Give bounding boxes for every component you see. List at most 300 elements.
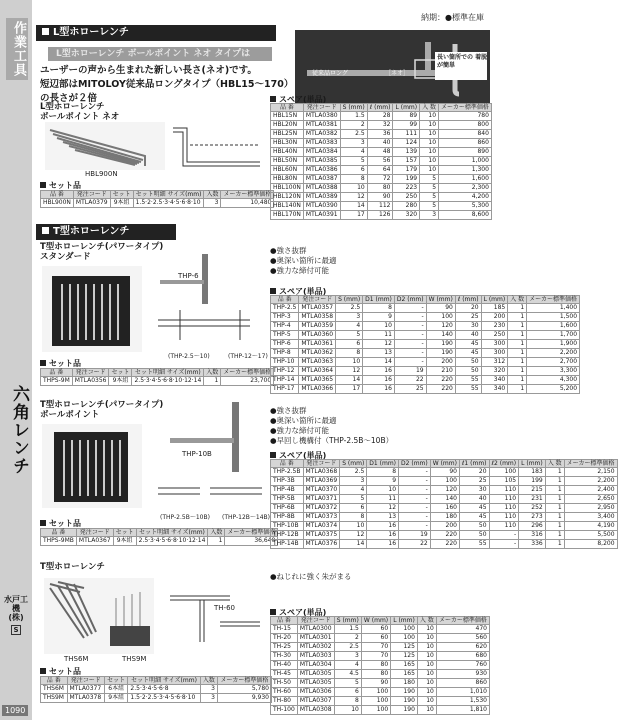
table-cell: TH-80	[271, 697, 298, 706]
table-cell: 100	[361, 706, 390, 715]
table-cell: 185	[481, 304, 508, 313]
table-cell: 860	[436, 679, 489, 688]
table-cell: 30	[459, 486, 489, 495]
column-header: W (mm)	[426, 296, 455, 304]
table-cell: 16	[367, 531, 399, 540]
table-cell: MTLA0379	[73, 199, 110, 208]
table-cell: MTLA0376	[303, 540, 340, 549]
table-cell: 50	[459, 531, 489, 540]
table-cell: 25	[459, 477, 489, 486]
table-cell: 2	[340, 121, 367, 130]
table-cell: 6	[340, 504, 367, 513]
set-table-title-text: セット品	[49, 181, 81, 190]
table-row	[271, 522, 618, 531]
table-cell: 19	[399, 531, 431, 540]
table-cell: 200	[481, 313, 508, 322]
table-cell: -	[394, 358, 426, 367]
stock-note: 納期：●標準在庫	[421, 13, 484, 22]
feature-list	[270, 246, 337, 276]
table-cell: 22	[399, 540, 431, 549]
table-cell: 5,300	[439, 202, 492, 211]
table-cell: MTLA0368	[303, 468, 340, 477]
column-header: 品 番	[271, 460, 304, 468]
product-code-label: THP-10B	[182, 450, 212, 458]
table-cell: HBL100N	[271, 184, 304, 193]
table-row	[271, 166, 492, 175]
table-cell: THP-2.5B	[271, 468, 304, 477]
t-wrench-set-icon	[44, 578, 154, 654]
table-cell: 8	[334, 697, 361, 706]
table-cell: -	[394, 322, 426, 331]
set-table-title-text: セット品	[49, 667, 81, 676]
spec-table-title-text: スペア(単品)	[279, 95, 327, 104]
table-cell: 160	[430, 504, 459, 513]
table-cell: 1	[508, 358, 527, 367]
table-cell: 2.5·3·4·5·6·8·10·12·14	[132, 377, 204, 386]
feature-item: ●強さ抜群	[270, 246, 307, 255]
table-cell: MTLA0306	[297, 688, 334, 697]
table-cell: 16	[363, 385, 395, 394]
table-cell: 28	[367, 112, 393, 121]
table-cell: 3	[336, 313, 363, 322]
table-cell: 215	[519, 486, 546, 495]
table-cell: -	[399, 468, 431, 477]
table-cell: TH-25	[271, 643, 298, 652]
column-header: 発注コード	[303, 460, 340, 468]
table-cell: 10	[417, 688, 436, 697]
table-header-row	[41, 677, 272, 685]
table-cell: 13	[367, 513, 399, 522]
column-header: 品 番	[41, 369, 73, 377]
brand-suffix: (株)	[8, 613, 24, 623]
table-row	[271, 625, 490, 634]
table-cell: THP-5	[271, 331, 299, 340]
table-cell: 3,400	[564, 513, 617, 522]
table-row	[271, 193, 492, 202]
table-row	[271, 322, 580, 331]
page-number: 1090	[2, 705, 28, 716]
table-row	[271, 349, 580, 358]
table-cell: 165	[391, 670, 418, 679]
table-cell: 100	[361, 697, 390, 706]
table-cell: 10	[334, 706, 361, 715]
table-row	[271, 495, 618, 504]
tpower-spec-table	[270, 295, 580, 394]
column-header: S (mm)	[336, 296, 363, 304]
table-cell: 16	[367, 522, 399, 531]
table-row	[271, 148, 492, 157]
table-cell: 14	[336, 376, 363, 385]
table-cell: MTLA0377	[67, 685, 104, 694]
table-cell: 12	[340, 531, 367, 540]
table-cell: 10	[367, 486, 399, 495]
table-cell: 16	[363, 376, 395, 385]
table-cell: 280	[393, 202, 420, 211]
table-cell: 1	[508, 367, 527, 376]
table-cell: MTLA0381	[303, 121, 340, 130]
table-cell: 30	[455, 322, 481, 331]
table-cell: 45	[459, 504, 489, 513]
table-cell: 9本組	[104, 694, 127, 703]
table-cell: 125	[391, 643, 418, 652]
table-cell: 2,200	[527, 349, 580, 358]
column-header: 入 数	[545, 460, 564, 468]
table-cell: THP-10B	[271, 522, 304, 531]
column-header: L (mm)	[393, 104, 420, 112]
feature-item: ●強力な締付可能	[270, 266, 330, 275]
table-row	[271, 184, 492, 193]
table-row	[271, 661, 490, 670]
legacy-long-label: 従来品ロング	[312, 70, 348, 77]
column-header: 品 番	[41, 529, 77, 537]
table-row	[271, 376, 580, 385]
column-header: L (mm)	[481, 296, 508, 304]
column-header: 発注コード	[76, 529, 113, 537]
table-cell: 200	[430, 522, 459, 531]
table-cell: 12	[363, 340, 395, 349]
table-cell: THS6M	[41, 685, 68, 694]
column-header: 品 番	[41, 191, 74, 199]
table-cell: 1,600	[439, 175, 492, 184]
table-cell: 10	[420, 166, 439, 175]
column-header: セット	[109, 369, 132, 377]
table-cell: MTLA0375	[303, 531, 340, 540]
column-header: メーカー標準価格	[218, 677, 272, 685]
table-cell: 80	[367, 184, 393, 193]
intro-line: 短辺部はMITOLOY従来品ロングタイプ（HBL15～170）	[40, 79, 294, 90]
table-cell: 930	[436, 670, 489, 679]
table-cell: 12	[367, 504, 399, 513]
product-heading-line: T型ホローレンチ(パワータイプ)	[40, 242, 164, 252]
column-header: セット明細 サイズ(mm)	[136, 529, 208, 537]
table-row	[271, 331, 580, 340]
table-cell: 16	[367, 540, 399, 549]
table-cell: 1,900	[527, 340, 580, 349]
table-cell: 11	[367, 495, 399, 504]
table-cell: 10	[417, 643, 436, 652]
section-label: 六角レンチ	[9, 385, 29, 475]
table-row	[271, 504, 618, 513]
table-cell: 4	[336, 322, 363, 331]
table-cell: 1,400	[527, 304, 580, 313]
table-cell: 8	[340, 175, 367, 184]
table-cell: 1,600	[527, 322, 580, 331]
table-cell: 1	[508, 349, 527, 358]
table-cell: HBL140N	[271, 202, 304, 211]
table-cell: -	[399, 513, 431, 522]
table-cell: 10	[363, 322, 395, 331]
table-cell: 72	[367, 175, 393, 184]
table-cell: MTLA0304	[297, 661, 334, 670]
table-cell: 36	[367, 130, 393, 139]
table-cell: MTLA0390	[303, 202, 340, 211]
l-wrench-set-icon	[45, 122, 165, 170]
table-cell: 336	[519, 540, 546, 549]
table-cell: -	[394, 340, 426, 349]
product-heading-line: ボールポイント	[40, 410, 100, 420]
table-cell: 45	[459, 513, 489, 522]
table-cell: 14	[340, 202, 367, 211]
table-cell: HBL900N	[41, 199, 74, 208]
table-cell: MTLA0357	[299, 304, 336, 313]
l-wrench-drawing	[165, 120, 275, 180]
table-cell: 50	[459, 522, 489, 531]
table-cell: 1	[508, 331, 527, 340]
spec-table-title-text: スペア(単品)	[279, 451, 327, 460]
table-cell: 4,300	[527, 376, 580, 385]
table-cell: MTLA0367	[76, 537, 113, 546]
table-cell: 16	[363, 367, 395, 376]
table-cell: MTLA0365	[299, 376, 336, 385]
table-cell: 220	[426, 376, 455, 385]
table-cell: TH-15	[271, 625, 298, 634]
table-cell: 45	[455, 349, 481, 358]
table-cell: THPS-9MB	[41, 537, 77, 546]
table-cell: 1.5	[340, 112, 367, 121]
table-cell: 1	[545, 522, 564, 531]
table-cell: HBL15N	[271, 112, 304, 121]
tpower-set-table	[40, 368, 274, 386]
table-cell: 230	[481, 322, 508, 331]
table-cell: 200	[426, 358, 455, 367]
table-cell: 3,300	[527, 367, 580, 376]
table-cell: 56	[367, 157, 393, 166]
table-cell: 1	[208, 537, 225, 546]
table-cell: 9	[367, 477, 399, 486]
column-header: L (mm)	[519, 460, 546, 468]
table-cell: 1	[545, 486, 564, 495]
table-header-row	[271, 460, 618, 468]
table-cell: TH-20	[271, 634, 298, 643]
table-cell: 3	[420, 211, 439, 220]
table-cell: MTLA0384	[303, 148, 340, 157]
section-bar-t	[36, 224, 176, 240]
table-cell: 1	[204, 377, 221, 386]
table-cell: 316	[519, 531, 546, 540]
table-row	[271, 679, 490, 688]
table-cell: 20	[459, 468, 489, 477]
table-cell: 1,700	[527, 331, 580, 340]
table-cell: 190	[426, 349, 455, 358]
table-row	[271, 139, 492, 148]
table-cell: 250	[393, 193, 420, 202]
column-header: メーカー標準価格	[527, 296, 580, 304]
table-cell: 780	[439, 112, 492, 121]
column-header: セット明細 サイズ(mm)	[133, 191, 204, 199]
table-cell: 320	[393, 211, 420, 220]
column-header: L (mm)	[391, 617, 418, 625]
table-row	[271, 304, 580, 313]
table-cell: 50	[455, 367, 481, 376]
table-cell: 80	[361, 661, 390, 670]
lneo-set-table	[40, 190, 274, 208]
table-row	[271, 385, 580, 394]
column-header: セット明細 サイズ(mm)	[128, 677, 200, 685]
column-header: 発注コード	[303, 104, 340, 112]
table-cell: 760	[436, 661, 489, 670]
table-cell: 9本組	[110, 199, 133, 208]
table-cell: 110	[489, 513, 519, 522]
column-header: 入 数	[417, 617, 436, 625]
table-cell: THP-14B	[271, 540, 304, 549]
table-cell: 4,200	[439, 193, 492, 202]
table-cell: 9,930	[218, 694, 272, 703]
table-cell: 10	[420, 121, 439, 130]
table-cell: -	[394, 349, 426, 358]
table-cell: 2,400	[564, 486, 617, 495]
table-cell: 22	[394, 376, 426, 385]
column-header: セット	[113, 529, 136, 537]
table-cell: MTLA0382	[303, 130, 340, 139]
t-wrench-stand-icon	[42, 266, 142, 352]
table-cell: 3	[334, 652, 361, 661]
table-cell: MTLA0364	[299, 367, 336, 376]
table-cell: 10	[417, 661, 436, 670]
table-cell: 2.5	[334, 643, 361, 652]
table-cell: 5	[420, 175, 439, 184]
table-cell: HBL60N	[271, 166, 304, 175]
product-code-label: THS6M	[64, 655, 89, 663]
table-cell: 10	[420, 157, 439, 166]
table-cell: HBL25N	[271, 130, 304, 139]
table-cell: MTLA0359	[299, 322, 336, 331]
feature-item: ●早回し機構付（THP-2.5B～10B）	[270, 436, 394, 445]
table-cell: THP-12	[271, 367, 299, 376]
table-cell: 40	[367, 139, 393, 148]
table-row	[271, 211, 492, 220]
table-cell: HBL50N	[271, 157, 304, 166]
table-cell: 55	[459, 540, 489, 549]
table-cell: THP-5B	[271, 495, 304, 504]
table-cell: 25	[394, 385, 426, 394]
table-cell: 90	[367, 193, 393, 202]
table-row	[271, 112, 492, 121]
feature-item: ●強さ抜群	[270, 406, 307, 415]
table-cell: HBL40N	[271, 148, 304, 157]
table-cell: 2,950	[564, 504, 617, 513]
table-header-row	[41, 529, 278, 537]
feature-item: ●奥深い箇所に最適	[270, 256, 337, 265]
table-cell: 90	[430, 468, 459, 477]
column-header: 入数	[200, 677, 217, 685]
column-header: S (mm)	[334, 617, 361, 625]
table-cell: 55	[455, 376, 481, 385]
column-header: 品 番	[271, 617, 298, 625]
table-cell: 112	[367, 202, 393, 211]
table-cell: 4,190	[564, 522, 617, 531]
table-cell: 157	[393, 157, 420, 166]
column-header: メーカー標準価格	[564, 460, 617, 468]
product-code-label: TH-60	[214, 604, 235, 612]
table-header-row	[41, 191, 274, 199]
table-cell: 8	[340, 513, 367, 522]
table-cell: 17	[336, 385, 363, 394]
table-cell: 5	[420, 202, 439, 211]
column-header: メーカー標準価格	[439, 104, 492, 112]
table-cell: 70	[361, 652, 390, 661]
table-cell: MTLA0307	[297, 697, 334, 706]
table-cell: 13	[363, 349, 395, 358]
set-table-title-text: セット品	[49, 519, 81, 528]
table-cell: 100	[430, 477, 459, 486]
table-cell: -	[399, 495, 431, 504]
table-cell: TH-30	[271, 652, 298, 661]
table-cell: 273	[519, 513, 546, 522]
table-cell: MTLA0303	[297, 652, 334, 661]
column-header: W (mm)	[430, 460, 459, 468]
column-header: D2 (mm)	[394, 296, 426, 304]
table-cell: THP-14	[271, 376, 299, 385]
column-header: ℓ (mm)	[455, 296, 481, 304]
column-header: セット	[110, 191, 133, 199]
table-row	[271, 697, 490, 706]
column-header: W (mm)	[361, 617, 390, 625]
table-cell: 6	[334, 688, 361, 697]
table-cell: 2,650	[564, 495, 617, 504]
spec-table-title-text: スペア(単品)	[279, 608, 327, 617]
table-cell: MTLA0301	[297, 634, 334, 643]
table-cell: 90	[361, 679, 390, 688]
table-cell: 190	[426, 340, 455, 349]
table-cell: 10	[417, 652, 436, 661]
table-cell: 10	[420, 148, 439, 157]
table-cell: MTLA0391	[303, 211, 340, 220]
table-cell: 1.5	[334, 625, 361, 634]
table-row	[271, 477, 618, 486]
table-cell: -	[489, 540, 519, 549]
table-cell: 190	[391, 697, 418, 706]
column-header: 入数	[208, 529, 225, 537]
column-header: S (mm)	[340, 104, 367, 112]
table-cell: 890	[439, 148, 492, 157]
table-cell: 10	[420, 130, 439, 139]
table-cell: 320	[481, 367, 508, 376]
table-cell: 17	[340, 211, 367, 220]
table-header-row	[41, 369, 274, 377]
table-cell: 165	[391, 661, 418, 670]
table-cell: 10	[417, 670, 436, 679]
table-cell: 560	[436, 634, 489, 643]
table-cell: 10	[417, 679, 436, 688]
table-cell: 125	[391, 652, 418, 661]
table-cell: 36,640	[225, 537, 278, 546]
table-cell: MTLA0386	[303, 166, 340, 175]
feature-item: ●ねじれに強く朱がまる	[270, 572, 352, 581]
tplain-spec-table	[270, 616, 490, 715]
table-cell: 179	[393, 166, 420, 175]
table-header-row	[271, 617, 490, 625]
table-cell: 14	[340, 540, 367, 549]
table-cell: 620	[436, 643, 489, 652]
table-cell: 10	[340, 184, 367, 193]
sidebar	[0, 0, 32, 720]
table-cell: 70	[361, 643, 390, 652]
neo-label: ［ネオ］	[385, 70, 410, 77]
table-cell: MTLA0360	[299, 331, 336, 340]
table-cell: 1	[545, 468, 564, 477]
tplain-set-table	[40, 676, 272, 703]
column-header: セット明細 サイズ(mm)	[132, 369, 204, 377]
table-cell: 9本組	[113, 537, 136, 546]
table-cell: MTLA0385	[303, 157, 340, 166]
table-cell: 183	[519, 468, 546, 477]
table-cell: 12	[340, 193, 367, 202]
table-cell: MTLA0369	[303, 477, 340, 486]
table-cell: 1	[545, 513, 564, 522]
table-cell: MTLA0302	[297, 643, 334, 652]
table-cell: 5,780	[218, 685, 272, 694]
table-cell: 25	[455, 313, 481, 322]
